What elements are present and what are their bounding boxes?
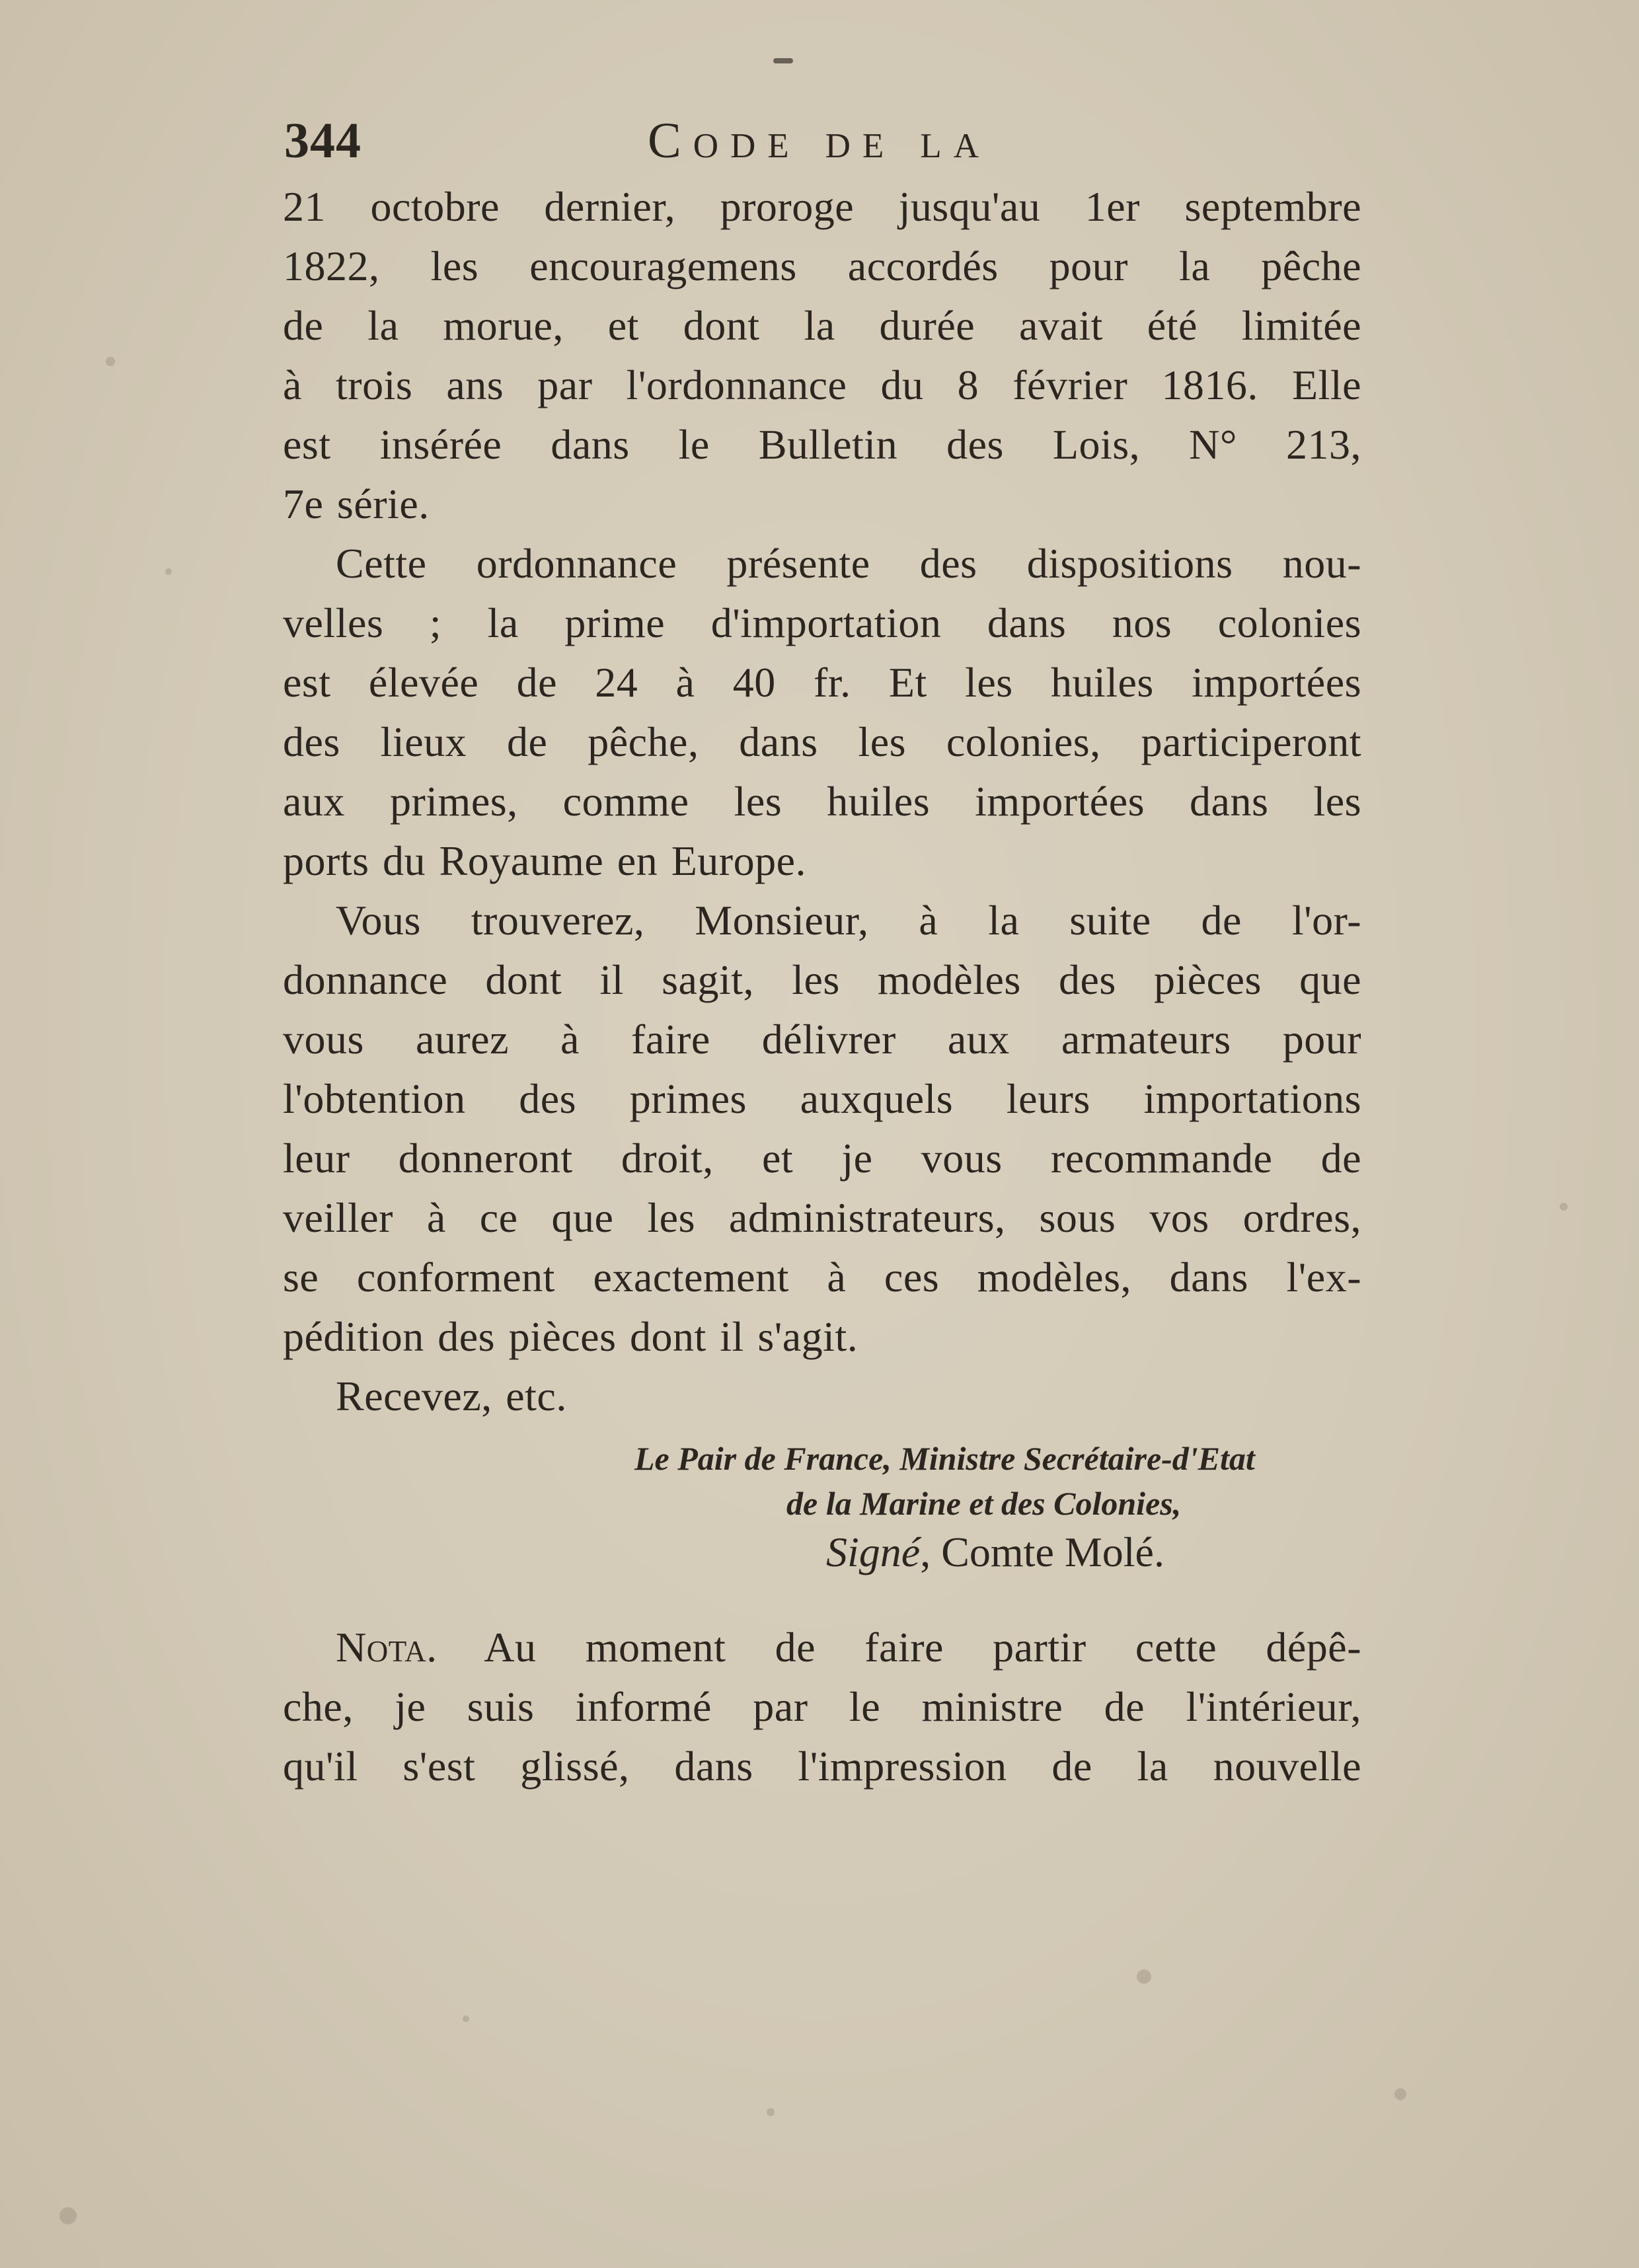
text-line: se conforment exactement à ces modèles, dans l'ex-: [283, 1254, 1361, 1301]
text-line: donnance dont il sagit, les modèles des pièces que: [283, 956, 1361, 1003]
foxing-speck: [463, 2016, 469, 2022]
nota-first-line: [283, 1618, 1361, 1677]
text-line: leur donneront droit, et je vous recommande de: [283, 1135, 1361, 1182]
signature-office: de la Marine et des Colonies,: [786, 1485, 1182, 1522]
signature-name: [826, 1528, 1164, 1577]
nota-label: Nota.: [336, 1624, 438, 1671]
text-line: ports du Royaume en Europe.: [283, 837, 806, 884]
text-line: Vous trouverez, Monsieur, à la suite de l'or-: [336, 897, 1361, 944]
foxing-speck: [1394, 2088, 1406, 2100]
closing-line: Recevez, etc.: [336, 1373, 567, 1419]
foxing-speck: [106, 357, 115, 366]
nota: [283, 1618, 1361, 1796]
text-line: veiller à ce que les administrateurs, sous vos ordres,: [283, 1194, 1361, 1241]
closing: [283, 1367, 1361, 1426]
text-line: 1822, les encouragemens accordés pour la pêche: [283, 243, 1361, 289]
text-line: aux primes, comme les huiles importées dans les: [283, 778, 1361, 825]
foxing-speck: [59, 2207, 77, 2224]
text-line: de la morue, et dont la durée avait été limitée: [283, 302, 1361, 349]
paragraph-3: [283, 891, 1361, 1367]
ink-mark: [773, 58, 793, 63]
signature-title: Le Pair de France, Ministre Secrétaire-d'Etat: [634, 1440, 1255, 1477]
signer-name: , Comte Molé.: [920, 1529, 1164, 1575]
signed-word: Signé: [826, 1529, 921, 1575]
foxing-speck: [1560, 1203, 1568, 1211]
text-line: 7e série.: [283, 480, 430, 527]
running-head: Code de la: [648, 113, 991, 169]
text-line: pédition des pièces dont il s'agit.: [283, 1313, 858, 1360]
text-line: à trois ans par l'ordonnance du 8 février 1816. Elle: [283, 361, 1361, 408]
paragraph-2: [283, 534, 1361, 891]
text-line: che, je suis informé par le ministre de l'intérieur,: [283, 1683, 1361, 1730]
foxing-speck: [1137, 1969, 1151, 1984]
text-line: l'obtention des primes auxquels leurs importations: [283, 1075, 1361, 1122]
text-line: qu'il s'est glissé, dans l'impression de la nouvelle: [283, 1743, 1361, 1790]
paragraph-1: [283, 177, 1361, 534]
page-number: 344: [284, 113, 362, 169]
text-line: vous aurez à faire délivrer aux armateurs pour: [283, 1016, 1361, 1063]
text-line: est insérée dans le Bulletin des Lois, N° 213,: [283, 421, 1361, 468]
foxing-speck: [165, 568, 172, 575]
text-line: Au moment de faire partir cette dépê-: [484, 1624, 1362, 1671]
text-line: des lieux de pêche, dans les colonies, participeront: [283, 718, 1361, 765]
text-line: Cette ordonnance présente des dispositions nou-: [336, 540, 1361, 587]
page-header: [284, 112, 1368, 172]
text-line: est élevée de 24 à 40 fr. Et les huiles importées: [283, 659, 1361, 706]
text-line: 21 octobre dernier, proroge jusqu'au 1er septembre: [283, 183, 1361, 230]
text-line: velles ; la prime d'importation dans nos colonies: [283, 599, 1361, 646]
foxing-speck: [767, 2108, 775, 2116]
